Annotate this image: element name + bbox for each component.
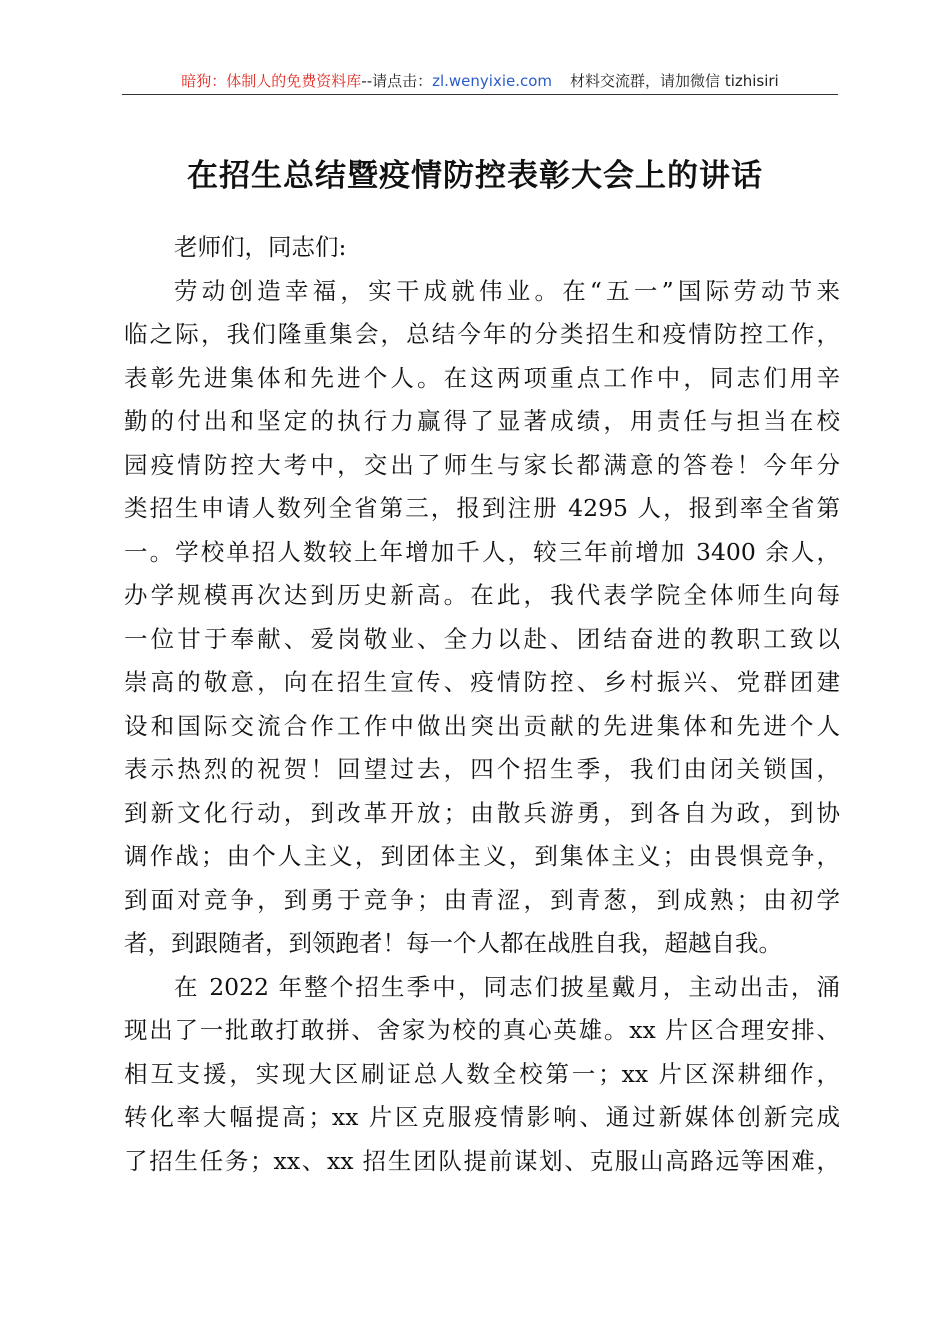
body-line: 园疫情防控大考中，交出了师生与家长都满意的答卷！今年分 [124,450,840,479]
header-prompt: --请点击： [361,72,433,90]
body-line: 在 2022 年整个招生季中，同志们披星戴月，主动出击，涌 [174,972,840,1001]
body-line: 到面对竞争，到勇于竞争；由青涩，到青葱，到成熟；由初学 [124,885,840,914]
body-line: 到新文化行动，到改革开放；由散兵游勇，到各自为政，到协 [124,798,840,827]
body-line: 现出了一批敢打敢拼、舍家为校的真心英雄。xx 片区合理安排、 [124,1016,840,1044]
body-line: 者，到跟随者，到领跑者！每一个人都在战胜自我，超越自我。 [124,929,782,957]
body-line: 类招生申请人数列全省第三，报到注册 4295 人，报到率全省第 [124,494,840,522]
salutation: 老师们，同志们: [174,233,347,261]
body-line: 调作战；由个人主义，到团体主义，到集体主义；由畏惧竞争， [124,842,840,870]
body-line: 转化率大幅提高；xx 片区克服疫情影响、通过新媒体创新完成 [124,1103,840,1131]
header-brand: 暗狗：体制人的免费资料库 [181,72,362,90]
document-body [124,226,840,1183]
body-line: 劳动创造幸福，实干成就伟业。在“五一”国际劳动节来 [174,276,840,305]
header-divider [122,94,838,95]
body-line: 了招生任务；xx、xx 招生团队提前谋划、克服山高路远等困难， [124,1146,840,1175]
page-header [122,68,838,94]
header-url-link[interactable]: zl.wenyixie.com [432,72,553,90]
body-line: 一。学校单招人数较上年增加千人，较三年前增加 3400 余人， [124,537,840,566]
body-line: 勤的付出和坚定的执行力赢得了显著成绩，用责任与担当在校 [124,407,840,435]
body-line: 设和国际交流合作工作中做出突出贡献的先进集体和先进个人 [124,711,840,740]
body-line: 表示热烈的祝贺！回望过去，四个招生季，我们由闭关锁国， [124,755,840,783]
header-contact: 材料交流群，请加微信 tizhisiri [570,72,779,90]
body-line: 办学规模再次达到历史新高。在此，我代表学院全体师生向每 [124,581,840,609]
body-line: 临之际，我们隆重集会，总结今年的分类招生和疫情防控工作， [124,320,840,348]
body-line: 一位甘于奉献、爱岗敬业、全力以赴、团结奋进的教职工致以 [124,624,840,653]
body-line: 表彰先进集体和先进个人。在这两项重点工作中，同志们用辛 [124,363,840,392]
document-title: 在招生总结暨疫情防控表彰大会上的讲话 [187,158,763,194]
body-line: 崇高的敬意，向在招生宣传、疫情防控、乡村振兴、党群团建 [124,668,840,696]
body-line: 相互支援，实现大区刷证总人数全校第一；xx 片区深耕细作， [124,1059,840,1088]
